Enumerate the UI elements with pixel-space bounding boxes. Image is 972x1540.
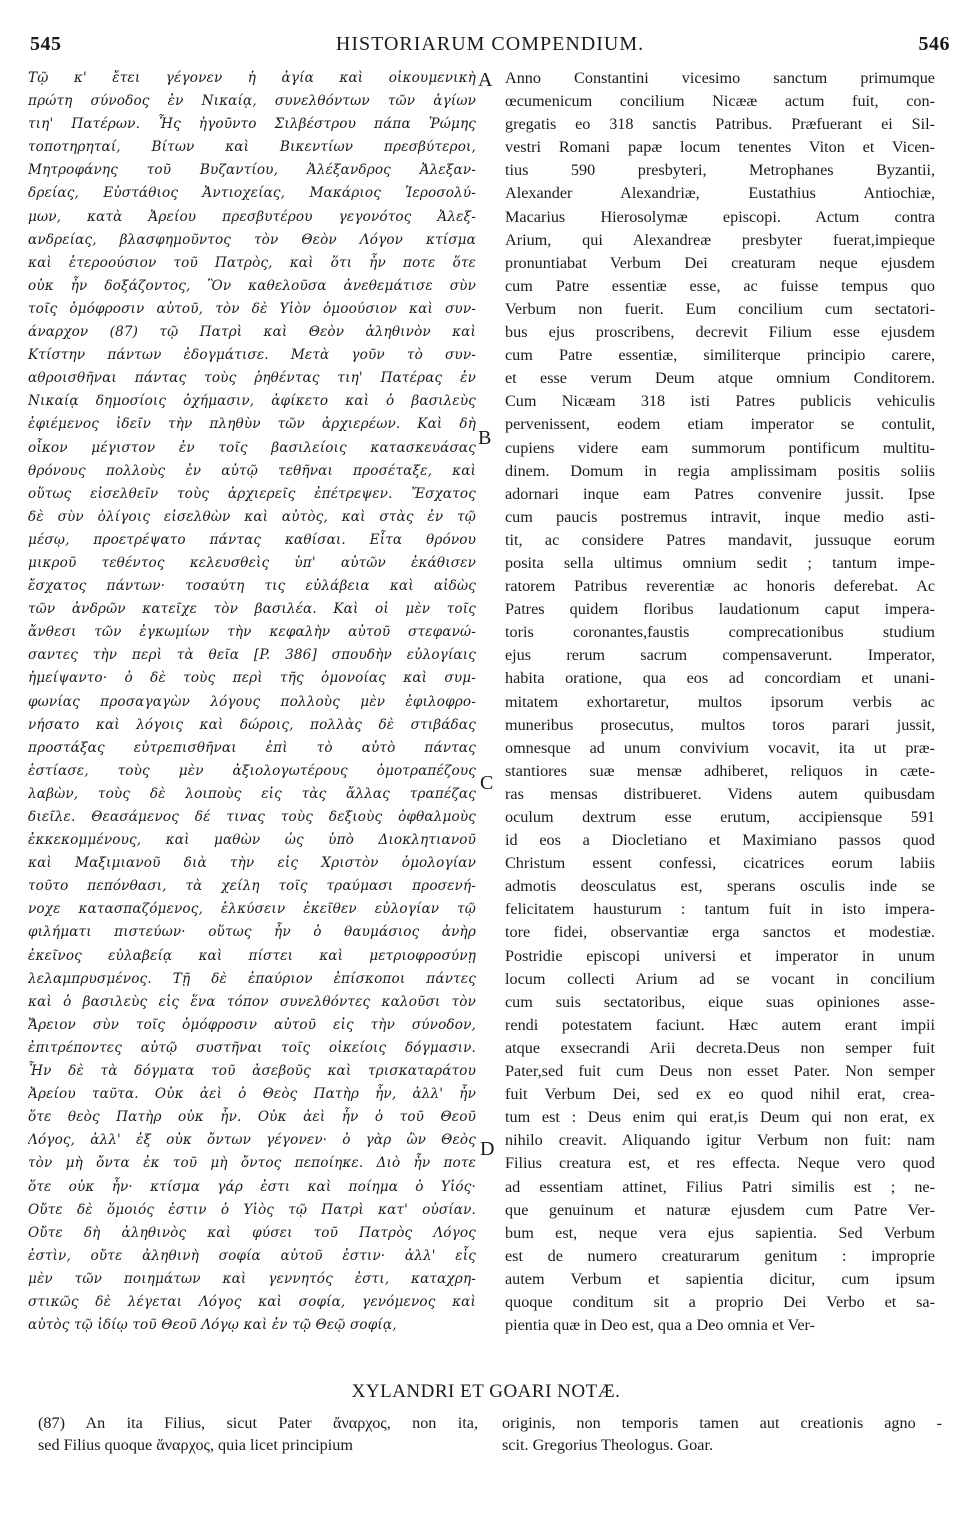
section-marker-c: C — [480, 772, 494, 794]
greek-text-line: ἐκεῖνος εὐλαβείᾳ καὶ πίστει καὶ μετριοφροσύνῃ — [28, 947, 476, 964]
greek-text-line: θρόνους πολλοὺς ἐν αὐτῷ τεθῆναι προσέταξε, καὶ — [28, 462, 476, 479]
greek-text-line: νοχε κατασπαζόμενος, ἑλκύσειν ἐκεῖθεν εὐλογίαν τῷ — [28, 901, 476, 918]
greek-text-line: οἶκον μέγιστον ἐν τοῖς βασιλείοις κατασκευάσας — [28, 439, 476, 456]
page-number-right: 546 — [918, 33, 950, 55]
greek-text-line: Ἀρείου ταῦτα. Οὐκ ἀεὶ ὁ Θεὸς Πατὴρ ἦν, ἀλλ' ἦν — [28, 1086, 476, 1103]
latin-text-line: mitatem exhortaretur, multos ipsorum verbis ac — [505, 692, 935, 711]
latin-text-line: est de numero creaturarum genitum : improprie — [505, 1246, 935, 1265]
latin-text-line: bum est, neque vera ejus sapientia. Sed Verbum — [505, 1223, 935, 1242]
running-title: HISTORIARUM COMPENDIUM. — [335, 33, 645, 55]
greek-text-line: φιλήματι πιστεύων· οὕτως ἦν ὁ θαυμάσιος ἀνὴρ — [28, 924, 476, 941]
greek-text-line: Οὔτε δὲ ὅμοιός ἐστιν ὁ Υἱὸς τῷ Πατρὶ κατ' οὐσίαν. — [28, 1201, 476, 1218]
latin-text-line: ad essentiam attinet, Filius Patri similis est ; ne- — [505, 1177, 935, 1196]
greek-text-line: καὶ ὁ βασιλεὺς εἰς ἕνα τόπον συνελθόντες καλοῦσι τὸν — [28, 993, 476, 1010]
greek-text-line: Λόγος, ἀλλ' ἐξ οὐκ ὄντων γέγονεν· ὁ γὰρ ὢν Θεὸς — [28, 1132, 476, 1149]
latin-text-line: Macarius Hierosolymæ episcopi. Actum contra — [505, 207, 935, 226]
greek-text-line: οὕτως εἰσελθεῖν τοὺς ἀρχιερεῖς ἐπέτρεψεν. Ἔσχατος — [28, 485, 476, 502]
greek-text-line: ἐπιτρέποντες αὐτῷ συστῆναι τοῖς οἰκείοις δόγμασιν. — [28, 1039, 476, 1056]
latin-text-column — [505, 67, 935, 1337]
greek-text-line: ἐστὶν, οὔτε ἀληθινὴ σοφία αὐτοῦ ἐστιν· ἀλλ' εἷς — [28, 1247, 476, 1264]
latin-text-line: oculum dextrum esse erutum, accipiensque 591 — [505, 808, 935, 826]
latin-text-line: felicitatem hausturum : tantum fuit in isto impera- — [505, 900, 935, 919]
greek-text-line: μικροῦ τεθέντος κελευσθεὶς ὑπ' αὐτῶν ἐκάθισεν — [28, 554, 476, 571]
greek-text-line: αθροισθῆναι πάντας τοὺς ῥηθέντας τιη' Πατέρας ἐν — [28, 370, 476, 387]
greek-text-line: Οὔτε δὴ ἀληθινὸς καὶ φύσει τοῦ Πατρὸς Λόγος — [28, 1224, 476, 1241]
latin-text-line: cum suis sectatoribus, eique suas opiniones asse- — [505, 992, 935, 1011]
greek-text-line: ἔσχατος πάντων· τοσαύτη τις εὐλάβεια καὶ αἰδὼς — [28, 578, 476, 595]
latin-text-line: id eos a Diocletiano et Maximiano passos quod — [505, 831, 935, 850]
greek-text-line: νήσατο καὶ λόγοις καὶ δώροις, πολλὰς δὲ στιβάδας — [28, 716, 476, 733]
note-left-column — [38, 1412, 478, 1456]
greek-text-line: πρώτη σύνοδος ἐν Νικαίᾳ, συνελθόντων τῶν ἁγίων — [28, 93, 476, 110]
section-marker-d: D — [480, 1138, 495, 1160]
greek-text-line: ἄνθεσι τῶν ἐγκωμίων τὴν κεφαλὴν αὐτοῦ στεφανώ- — [28, 624, 476, 641]
greek-text-line: μέσῳ, προετρέψατο πάντας καθίσαι. Εἶτα θρόνου — [28, 531, 476, 548]
page-number-left: 545 — [30, 33, 62, 55]
greek-text-line: ἠμείψαντο· ὁ δὲ τοὺς περὶ τῆς ὁμονοίας καὶ συμ- — [28, 670, 476, 687]
latin-text-line: ras mensas distribueret. Videns autem quibusdam — [505, 784, 935, 803]
latin-text-line: posita sella ultimus omnium sedit ; tantum impe- — [505, 553, 935, 572]
latin-text-line: tius 590 presbyteri, Metrophanes Byzantii, — [505, 161, 935, 180]
greek-text-column — [28, 67, 476, 1337]
latin-text-line: vestri Romani papæ locum tenentes Viton et Vicen- — [505, 138, 935, 157]
latin-text-line: Postridie episcopi universi et imperator in unum — [505, 946, 935, 965]
latin-text-line: locum collecti Arium ad se vocant in concilium — [505, 969, 935, 988]
latin-text-line: pervenissent, eodem etiam imperator se contulit, — [505, 415, 935, 434]
greek-text-line: λαβὼν, τοὺς δὲ λοιποὺς εἰς τὰς ἄλλας τραπέζας — [28, 785, 476, 802]
greek-text-line: ἐκκεκομμένους, καὶ μαθὼν ὡς ὑπὸ Διοκλητιανοῦ — [28, 832, 476, 849]
latin-text-line: œcumenicum concilium Nicææ actum fuit, con- — [505, 92, 935, 111]
greek-text-line: μων, κατὰ Ἀρείου πρεσβυτέρου γεγονότος Ἀλεξ- — [28, 208, 476, 225]
greek-text-line: προστάξας εὐτρεπισθῆναι ἐπὶ τὸ αὐτὸ πάντας — [28, 739, 476, 756]
latin-text-line: tum est : Deus enim qui erat,is Deum qui non erat, ex — [505, 1108, 935, 1127]
latin-text-line: ratorem Patribus reverentiæ ac honoris deferebat. Ac — [505, 577, 935, 596]
greek-text-line: καὶ ἑτεροούσιον τοῦ Πατρὸς, καὶ ὅτι ἦν ποτε ὅτε — [28, 254, 476, 271]
greek-text-line: ἑστίασε, τοὺς μὲν ἀξιολογωτέρους ὁμοτραπέζους — [28, 762, 476, 779]
greek-text-line: οὐκ ἦν δοξάζοντος, Ὃν καθελοῦσα ἀνεθεμάτισε σὺν — [28, 277, 476, 294]
latin-text-line: Patres quidem floribus laudationum caput impera- — [505, 600, 935, 619]
latin-text-line: gregatis eo 318 sanctis Patribus. Præfuerant ei Sil- — [505, 115, 935, 134]
greek-text-line: Κτίστην πάντων ἐδογμάτισε. Μετὰ γοῦν τὸ συν- — [28, 347, 476, 364]
note-line: scit. Gregorius Theologus. Goar. — [502, 1436, 714, 1454]
note-line: originis, non temporis tamen aut creationis agno - — [502, 1414, 942, 1432]
latin-text-line: quoque conditum sit a proprio Dei Verbo et sa- — [505, 1292, 935, 1311]
latin-text-line: cum paucis postremus intravit, inque medio asti- — [505, 507, 935, 526]
greek-text-line: τὸν μὴ ὄντα ἐκ τοῦ μὴ ὄντος πεποίηκε. Διὸ ἦν ποτε — [28, 1155, 476, 1172]
latin-text-line: pronuntiabat Verbum Dei creaturam neque ejusdem — [505, 253, 935, 272]
latin-text-line: et esse verum Deum atque omnium Conditorem. — [505, 369, 935, 388]
latin-text-line: Anno Constantini vicesimo sanctum primumque — [505, 69, 935, 87]
latin-text-line: cum Patre essentiæ esse, ac fuisse tempus quo — [505, 276, 935, 295]
latin-text-line: pientia quæ in Deo est, qua a Deo omnia et Ver- — [505, 1316, 816, 1335]
latin-text-line: rendi potestatem faciunt. Hæc autem erant impii — [505, 1015, 935, 1034]
latin-text-line: toris coronantes,faustis comprecationibus studium — [505, 623, 935, 642]
latin-text-line: Christum essent confessi, cicatrices eorum labiis — [505, 854, 935, 873]
note-right-column — [502, 1412, 942, 1456]
greek-text-line: δρείας, Εὐστάθιος Ἀντιοχείας, Μακάριος Ἱεροσολύ- — [28, 185, 476, 202]
greek-text-line: ἐφιέμενος ἰδεῖν τὴν πληθὺν τῶν ἀρχιερέων. Καὶ δὴ — [28, 416, 476, 433]
latin-text-line: Verbum non fuerit. Eum concilium cum sectatori- — [505, 299, 935, 318]
latin-text-line: Arium, qui Alexandreæ presbyter fuerat,impieque — [505, 230, 935, 249]
greek-text-line: στικῶς δὲ λέγεται Λόγος καὶ σοφία, γενόμενος καὶ — [28, 1293, 476, 1310]
latin-text-line: cupiens videre eam summorum pontificum multitu- — [505, 438, 935, 457]
latin-text-line: tore fidei, observantiæ erga sanctos et modestiæ. — [505, 923, 935, 942]
section-marker-a: A — [478, 69, 493, 91]
latin-text-line: atque exsecrandi Arii decreta.Deus non semper fuit — [505, 1038, 935, 1057]
latin-text-line: dinem. Domum in regia amplissimam positis soliis — [505, 461, 935, 480]
latin-text-line: nihilo creavit. Aliquando igitur Verbum non fuit: nam — [505, 1131, 935, 1150]
greek-text-line: Νικαίᾳ δημοσίοις ὀχήμασιν, ἀφίκετο καὶ ὁ βασιλεὺς — [28, 393, 476, 410]
latin-text-line: autem Verbum et sapientia dicitur, cum ipsum — [505, 1269, 935, 1288]
greek-text-line: Ἄρειον σὺν τοῖς ὁμόφροσιν αὐτοῦ εἰς τὴν σύνοδον, — [28, 1016, 476, 1033]
latin-text-line: cum Patre essentiæ, similiterque principio carere, — [505, 346, 935, 365]
latin-text-line: habita oratione, qua eos ad concordiam et unani- — [505, 669, 935, 688]
notes-heading: XYLANDRI ET GOARI NOTÆ. — [351, 1381, 621, 1402]
greek-text-line: αὐτὸς τῷ ἰδίῳ τοῦ Θεοῦ Λόγῳ καὶ ἐν τῷ Θεῷ σοφίᾳ, — [28, 1317, 397, 1334]
greek-text-line: ανδρείας, βλασφημοῦντος τὸν Θεὸν Λόγον κτίσμα — [28, 231, 476, 248]
greek-text-line: άναρχον (87) τῷ Πατρὶ καὶ Θεὸν ἀληθινὸν καὶ — [28, 324, 476, 341]
latin-text-line: fuit Verbum Dei, sed ex eo quod nihil erat, crea- — [505, 1085, 935, 1104]
greek-text-line: διεῖλε. Θεασάμενος δέ τινας τοὺς δεξιοὺς ὀφθαλμοὺς — [28, 809, 476, 825]
note-line: (87) An ita Filius, sicut Pater ἄναρχος, non ita, — [38, 1414, 478, 1432]
greek-text-line: Ἦν δὲ τὰ δόγματα τοῦ ἀσεβοῦς καὶ τρισκαταράτου — [28, 1063, 476, 1080]
greek-text-line: ὅτε θεὸς Πατὴρ οὐκ ἦν. Οὐκ ἀεὶ ἦν ὁ τοῦ Θεοῦ — [28, 1109, 476, 1126]
greek-text-line: τιη' Πατέρων. Ἧς ἡγοῦντο Σιλβέστρου πάπα Ῥώμης — [28, 116, 476, 133]
latin-text-line: que genuinum et naturæ ejusdem cum Patre Ver- — [505, 1200, 935, 1219]
greek-text-line: φωνίας προσαγαγὼν λόγους πολλοὺς μὲν ἐφιλοφρο- — [28, 693, 476, 710]
note-line: sed Filius quoque ἄναρχος, quia licet principium — [38, 1436, 353, 1454]
running-header — [30, 33, 950, 59]
latin-text-line: stantiores suæ mensæ adhiberet, reliquos in cæte- — [505, 761, 935, 780]
greek-text-line: λελαμπρυσμένος. Τῇ δὲ ἐπαύριον ἐπίσκοποι πάντες — [28, 970, 476, 987]
latin-text-line: adornari inque eam Patres convenire jussit. Ipse — [505, 484, 935, 503]
latin-text-line: omnesque ad unum convivium vocavit, ita ut præ- — [505, 738, 935, 757]
greek-text-line: καὶ Μαξιμιανοῦ διὰ τὴν εἰς Χριστὸν ὁμολογίαν — [28, 855, 476, 872]
greek-text-line: μὲν τῶν ποιημάτων καὶ γεννητός ἐστι, καταχρη- — [28, 1270, 476, 1287]
greek-text-line: Τῷ κ' ἔτει γέγονεν ἡ ἁγία καὶ οἰκουμενικὴ — [28, 70, 476, 86]
latin-text-line: Alexander Alexandriæ, Eustathius Antiochiæ, — [505, 184, 935, 203]
section-marker-b: B — [478, 427, 492, 449]
greek-text-line: ὅτε οὐκ ἦν· κτίσμα γάρ ἐστι καὶ ποίημα ὁ Υἱός· — [28, 1178, 476, 1195]
greek-text-line: τῶν ἀνδρῶν κατεῖχε τὸν βασιλέα. Καὶ οἱ μὲν τοῖς — [28, 601, 476, 618]
latin-text-line: Filius creatura est, et res effecta. Neque vero quod — [505, 1154, 935, 1173]
latin-text-line: Pater,sed fuit cum Deus non esset Pater. Non semper — [505, 1062, 935, 1081]
greek-text-line: δὲ σὺν ὀλίγοις εἰσελθὼν καὶ αὐτὸς, καὶ στὰς ἐν τῷ — [28, 508, 476, 525]
latin-text-line: tit, ac considere Patres mandavit, jussuque eorum — [505, 530, 935, 549]
latin-text-line: bus ejus proscribens, decrevit Filium esse ejusdem — [505, 323, 935, 342]
greek-text-line: τοποτηρηταί, Βίτων καὶ Βικεντίων πρεσβύτεροι, — [28, 139, 476, 156]
greek-text-line: τοῖς ὁμόφροσιν αὐτοῦ, τὸν δὲ Υἱὸν ὁμοούσιον καὶ συν- — [28, 300, 476, 317]
greek-text-line: Μητροφάνης τοῦ Βυζαντίου, Ἀλέξανδρος Ἀλεξαν- — [28, 162, 476, 179]
latin-text-line: admotis deosculatus est, sperans osculis inde se — [505, 877, 935, 896]
latin-text-line: muneribus prosecutus, multos toros parari jussit, — [505, 715, 935, 734]
greek-text-line: τοῦτο πεπόνθασι, τὰ χείλη τοῖς τραύμασι προσενή- — [28, 878, 476, 895]
latin-text-line: ejus rerum sacrum compensaverunt. Imperator, — [505, 646, 935, 665]
greek-text-line: σαντες τὴν περὶ τὰ θεῖα [P. 386] σπουδὴν εὐλογίαις — [28, 647, 476, 664]
latin-text-line: Cum Nicæam 318 isti Patres publicis vehiculis — [505, 392, 935, 411]
